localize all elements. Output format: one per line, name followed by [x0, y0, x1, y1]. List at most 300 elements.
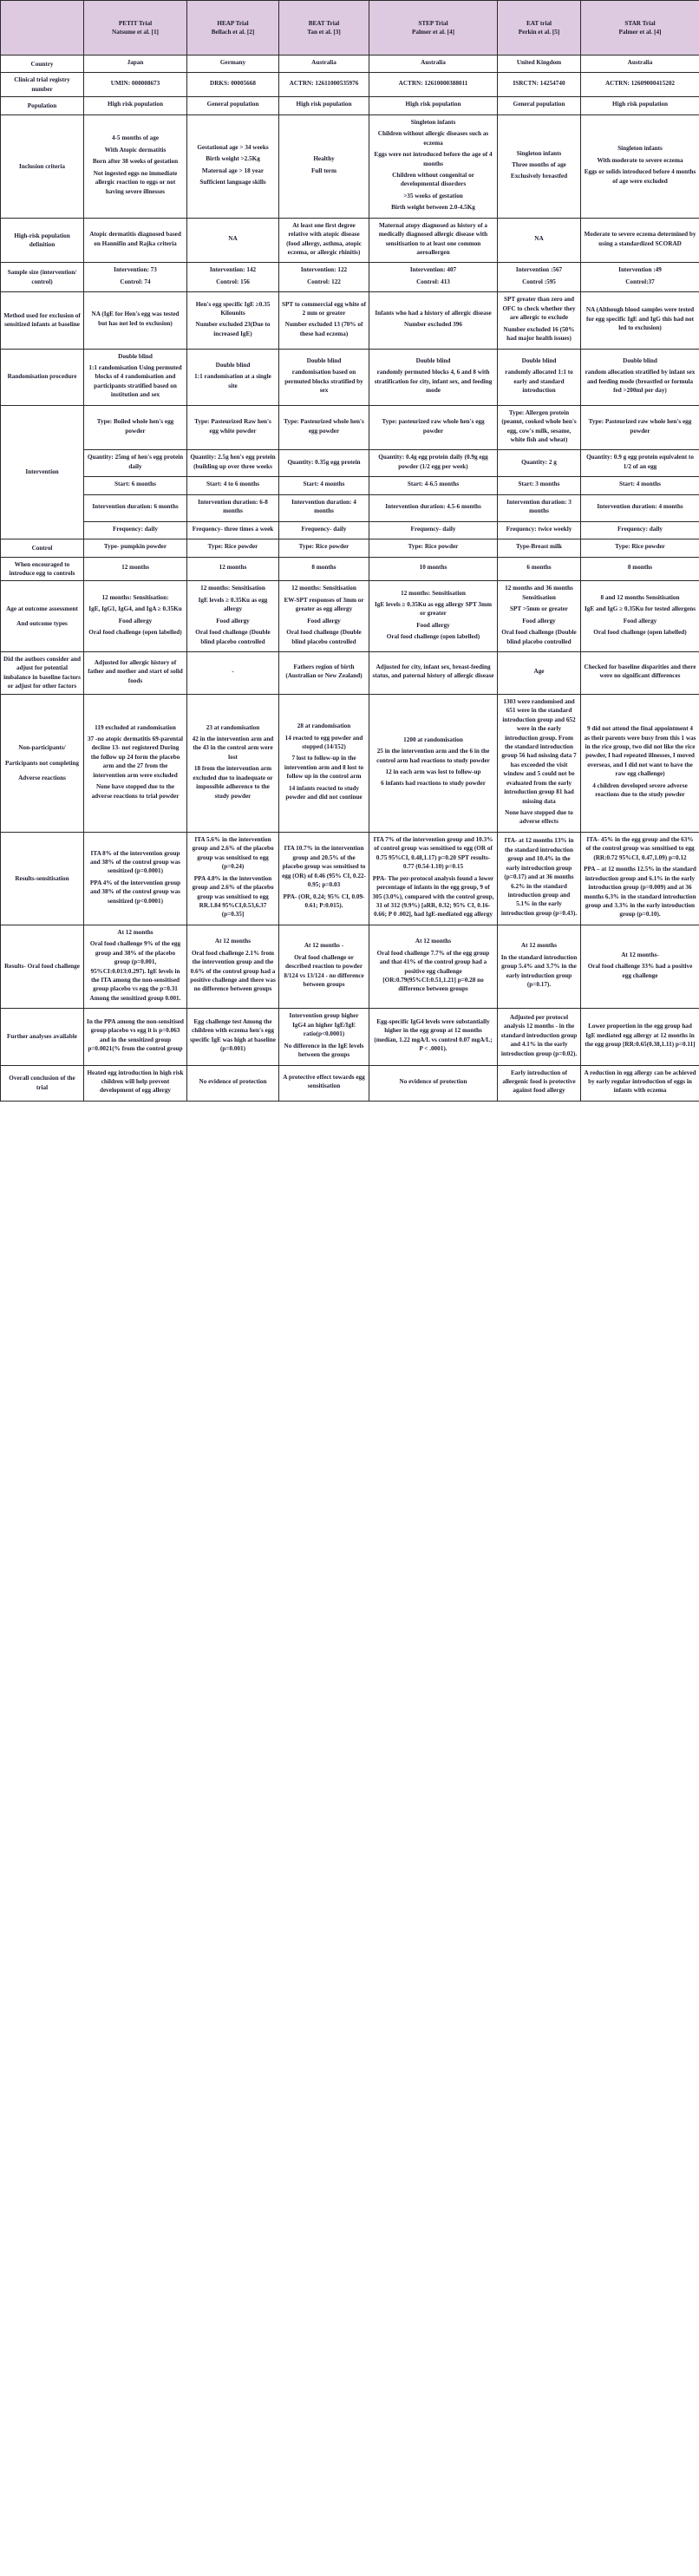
cell-paragraph: Type: Pasteurized Raw hen's egg white powder	[194, 418, 271, 435]
cell-paragraph: 8 months	[311, 564, 336, 572]
table-cell	[187, 581, 279, 652]
cell-paragraph: Control: 122	[307, 278, 341, 285]
cell-paragraph: At 12 months -	[304, 942, 344, 950]
row-label-line: Adverse reactions	[18, 775, 66, 782]
table-cell	[84, 405, 187, 450]
row-label	[1, 56, 84, 73]
cell-paragraph: Intervention duration: 4.5-6 months	[385, 502, 481, 510]
cell-paragraph: 4 children developed severe adverse reactions due to the study powder	[592, 781, 688, 799]
cell-paragraph: Intervention duration: 6 months	[92, 502, 179, 510]
column-header-trial-name: BEAT Trial	[308, 19, 340, 27]
cell-paragraph: Start: 4-6.5 months	[407, 481, 460, 488]
cell-paragraph: Quantity: 0.9 g egg protein equivalent to 1/2 of an egg	[586, 454, 694, 470]
table-cell	[498, 694, 581, 832]
table-cell	[279, 925, 369, 1009]
cell-paragraph: Food allergy	[118, 617, 153, 624]
table-cell	[187, 539, 279, 557]
column-header-citation: Palmer et al. [4]	[618, 29, 662, 36]
table-row	[1, 557, 699, 581]
cell-paragraph: Quantity: 2.5g hen's egg protein (building up over three weeks	[190, 454, 276, 470]
column-header-citation: Natsume et al. [1]	[112, 29, 159, 36]
table-cell	[498, 557, 581, 581]
cell-paragraph: Double blind	[521, 356, 557, 364]
table-cell	[498, 263, 581, 292]
cell-paragraph: 28 at randomisation	[297, 722, 351, 730]
table-cell	[581, 56, 699, 73]
column-header-trial-name: STEP Trial	[418, 19, 448, 27]
table-cell	[581, 557, 699, 581]
table-cell	[279, 263, 369, 292]
row-label	[1, 925, 84, 1009]
cell-paragraph: 1200 at randomisation	[403, 736, 463, 743]
table-cell	[187, 832, 279, 925]
cell-paragraph: 9 did not attend the final appointment 4 as their parents were busy from this 1 was in the rice group, two did not like the rice powder, I had repeated illnesses, I moved overseas, and I did not want to have the raw egg challenge)	[584, 725, 696, 778]
cell-paragraph: Australia	[627, 59, 653, 66]
table-cell	[187, 694, 279, 832]
table-cell	[581, 581, 699, 652]
table-cell	[187, 97, 279, 114]
cell-paragraph: UMIN: 000008673	[110, 80, 160, 88]
table-row	[1, 1009, 699, 1065]
table-cell	[369, 477, 498, 494]
table-cell	[279, 405, 369, 450]
cell-paragraph: A reduction in egg allergy can be achieved by early regular introduction of eggs in infants with eczema	[584, 1069, 696, 1095]
table-cell	[84, 652, 187, 695]
table-cell	[369, 557, 498, 581]
table-cell	[187, 925, 279, 1009]
table-cell	[187, 349, 279, 405]
table-cell	[581, 97, 699, 114]
row-label	[1, 1065, 84, 1101]
table-cell	[369, 218, 498, 263]
cell-paragraph: Australia	[311, 59, 336, 66]
cell-paragraph: Intervention duration: 6-8 months	[198, 498, 268, 515]
table-row	[1, 925, 699, 1009]
cell-paragraph: NA (Although blood samples were tested for egg specific IgE and IgG this had not led to exclusion)	[585, 306, 695, 332]
table-row	[1, 1065, 699, 1101]
table-row	[1, 56, 699, 73]
cell-paragraph: In the PPA among the non-sensitised group placebo vs egg it is p=0.063 and in the sensitized group p=0.0021(% from the control group	[87, 1018, 184, 1053]
cell-paragraph: Birth weight between 2.0-4.5Kg	[391, 204, 475, 212]
row-label-line: Participants not completing	[4, 759, 80, 767]
cell-paragraph: Singleton infants	[516, 149, 562, 157]
row-label	[1, 218, 84, 263]
row-label	[1, 97, 84, 114]
column-header-1	[84, 1, 187, 56]
cell-paragraph: Type: Rice powder	[298, 543, 350, 551]
cell-paragraph: Moderate to severe eczema determined by using a standardized SCORAD	[584, 231, 696, 247]
row-label-line: Clinical trial registry number	[14, 76, 70, 93]
cell-paragraph: ITA- 45% in the egg group and the 63% of the control group was sensitised to egg (RR:0.72 95%CI, 0.47,1.09) p=0.12	[585, 835, 695, 861]
table-row	[1, 97, 699, 114]
cell-paragraph: ITA 5.6% in the intervention group and 2.6% of the placebo group was sensitised to egg (p=0.24)	[192, 835, 274, 871]
row-label	[1, 581, 84, 652]
table-cell	[187, 521, 279, 539]
table-cell	[279, 581, 369, 652]
table-cell	[84, 1009, 187, 1065]
cell-paragraph: NA (IgE for Hen's egg was tested but has not led to exclusion)	[91, 311, 180, 327]
table-row	[1, 73, 699, 97]
cell-paragraph: Intervention group higher IgG4 an higher IgE/IgE ratio(p<0.0001)	[289, 1012, 359, 1038]
cell-paragraph: NA	[228, 235, 238, 243]
table-row	[1, 539, 699, 557]
table-cell	[279, 450, 369, 477]
cell-paragraph: High risk population	[612, 101, 668, 108]
table-row	[1, 652, 699, 695]
row-label	[1, 557, 84, 581]
row-label	[1, 73, 84, 97]
row-label-line: Country	[30, 60, 54, 68]
cell-paragraph: Number excluded 13 (70% of these had eczema)	[284, 321, 363, 337]
table-cell	[581, 832, 699, 925]
cell-paragraph: No evidence of protection	[399, 1077, 467, 1085]
table-cell	[187, 1009, 279, 1065]
table-row	[1, 349, 699, 405]
table-cell	[84, 494, 187, 521]
table-cell	[84, 56, 187, 73]
cell-paragraph: SPT greater than zero and OFC to check whether they are allergic to exclude	[502, 296, 576, 322]
row-label-line: Further analyses available	[7, 1033, 77, 1041]
cell-paragraph: SPT to commercial egg white of 2 mm or greater	[282, 300, 366, 317]
cell-paragraph: 18 from the intervention arm excluded due to inadequate or impossible adherence to the study powder	[193, 765, 273, 800]
row-label-line: Non-participants/	[18, 744, 66, 752]
cell-paragraph: Checked for baseline disparities and there were no significant differences	[584, 663, 696, 680]
cell-paragraph: Double blind	[306, 356, 342, 364]
cell-paragraph: None have stopped due to adverse effects	[505, 809, 573, 826]
table-row	[1, 477, 699, 494]
row-label-line: Method used for exclusion of sensitized infants at baseline	[3, 311, 81, 329]
cell-paragraph: Oral food challenge 7.7% of the egg group and that 41% of the control group had a positive egg challenge [OR:0.79(95%CI:0.51,1.21] p=0.28 no difference between groups	[376, 949, 490, 993]
cell-paragraph: PPA – at 12 months 12.5% in the standard introduction group and 6.1% in the early introduction group (p=0.009) and at 36 months 6.3% in the standard introduction group and 3.3% in the early introduction group (p=0.10).	[584, 866, 696, 919]
table-header	[1, 1, 699, 56]
column-header-5	[498, 1, 581, 56]
cell-paragraph: Oral food challenge or described reaction to powder 8/124 vs 13/124 - no difference between groups	[284, 953, 364, 989]
cell-paragraph: Frequency- daily	[410, 525, 456, 533]
cell-paragraph: 7 lost to follow-up in the intervention arm and 8 lost to follow up in the control arm	[284, 755, 364, 781]
cell-paragraph: High risk population	[296, 101, 352, 108]
cell-paragraph: ITA 7% of the intervention group and 10.3% of control group was sensitised to egg (OR of 0.75 95%CI, 0.48,1.17) p=0.20 SPT results- 0.77 (0.54-1.10) p=0.15	[373, 835, 493, 871]
table-cell	[279, 97, 369, 114]
cell-paragraph: 6 infants had reactions to study powder	[381, 780, 486, 788]
cell-paragraph: Maternal atopy diagnosed as history of a medically diagnosed allergic disease with sensitisation to at least one common aeroallergen	[378, 221, 488, 256]
cell-paragraph: Type: Pasteurized whole hen's egg powder	[284, 418, 364, 435]
cell-paragraph: Control :595	[522, 278, 556, 285]
cell-paragraph: IgE and IgG ≥ 0.35Ku for tested allergens	[585, 605, 696, 613]
row-label-line: Age at outcome assessment	[6, 605, 78, 612]
cell-paragraph: 12 months: Sensitisation	[200, 585, 265, 592]
cell-paragraph: Eggs were not introduced before the age of 4 months	[374, 151, 493, 167]
column-header-2	[187, 1, 279, 56]
cell-paragraph: 12 in each arm was lost to follow-up	[385, 768, 481, 776]
table-cell	[498, 114, 581, 218]
table-cell	[84, 581, 187, 652]
table-body	[1, 56, 699, 1102]
cell-paragraph: At least one first degree relative with atopic disease (food allergy, asthma, atopic eczema, or allergic rhinitis)	[286, 221, 362, 256]
cell-paragraph: Intervention duration: 4 months	[597, 502, 683, 510]
table-cell	[581, 405, 699, 450]
row-label	[1, 539, 84, 557]
table-cell	[187, 1065, 279, 1101]
table-cell	[581, 925, 699, 1009]
cell-paragraph: 25 in the intervention arm and the 6 in the control arm had reactions to study powder	[376, 748, 490, 764]
cell-paragraph: IgE levels ≥ 0.35Ku as egg allergy	[198, 596, 268, 613]
table-cell	[498, 581, 581, 652]
table-cell	[84, 832, 187, 925]
cell-paragraph: Double blind	[215, 361, 251, 369]
table-cell	[187, 56, 279, 73]
table-cell	[84, 925, 187, 1009]
table-cell	[581, 114, 699, 218]
cell-paragraph: High risk population	[405, 101, 461, 108]
cell-paragraph: ACTRN: 12610000388011	[398, 80, 468, 88]
cell-paragraph: randomly allocated 1:1 to early and standard introduction	[505, 369, 573, 395]
column-header-4	[369, 1, 498, 56]
cell-paragraph: Egg challenge test Among the children with eczema hen's egg specific IgE was high at baseline (p=0.001)	[190, 1018, 276, 1053]
cell-paragraph: 1:1 randomisation at a single site	[194, 373, 271, 389]
row-label-line: Control	[31, 544, 53, 552]
table-cell	[187, 494, 279, 521]
table-cell	[369, 1009, 498, 1065]
cell-paragraph: SPT >5mm or greater	[510, 605, 568, 613]
table-cell	[279, 557, 369, 581]
table-cell	[187, 114, 279, 218]
row-label-line: High-risk population definition	[14, 232, 70, 249]
table-cell	[279, 539, 369, 557]
table-cell	[581, 292, 699, 349]
cell-paragraph: Oral food challenge (Double blind placebo controlled	[501, 629, 577, 645]
table-cell	[369, 694, 498, 832]
cell-paragraph: Control:37	[625, 278, 655, 285]
row-label-line: Inclusion criteria	[19, 162, 65, 170]
cell-paragraph: Intervention: 142	[209, 266, 257, 274]
row-label-line: Randomisation procedure	[7, 373, 77, 381]
column-header-trial-name: PETIT Trial	[118, 19, 153, 27]
table-cell	[279, 652, 369, 695]
cell-paragraph: 6 months	[526, 564, 552, 572]
table-cell	[84, 557, 187, 581]
cell-paragraph: ACTRN: 12609000415202	[604, 80, 676, 88]
table-row	[1, 218, 699, 263]
table-cell	[187, 263, 279, 292]
cell-paragraph: Intervention: 407	[409, 266, 457, 274]
cell-paragraph: Frequency: twice weekly	[506, 525, 572, 533]
header-row	[1, 1, 699, 56]
cell-paragraph: With Atopic dermatitis	[104, 146, 167, 154]
cell-paragraph: Start: 4 months	[303, 481, 345, 488]
cell-paragraph: 12 months	[219, 564, 247, 572]
cell-paragraph: Type: Rice powder	[207, 543, 258, 551]
table-cell	[84, 97, 187, 114]
table-cell	[187, 477, 279, 494]
cell-paragraph: Three months of age	[512, 161, 566, 168]
cell-paragraph: ISRCTN: 14254740	[513, 80, 565, 88]
cell-paragraph: Intervention: 73	[114, 266, 157, 274]
table-cell	[498, 97, 581, 114]
row-label	[1, 405, 84, 539]
cell-paragraph: >35 weeks of gestation	[403, 192, 463, 199]
cell-paragraph: Age	[533, 668, 545, 676]
cell-paragraph: 12 months: Sensitisation	[401, 589, 466, 597]
table-cell	[498, 450, 581, 477]
cell-paragraph: Oral food challenge (open labelled)	[386, 633, 480, 641]
table-cell	[279, 114, 369, 218]
cell-paragraph: Food allergy	[216, 617, 250, 624]
table-cell	[581, 652, 699, 695]
table-cell	[369, 450, 498, 477]
column-header-6	[581, 1, 699, 56]
cell-paragraph: ACTRN: 12611000535976	[289, 80, 359, 88]
cell-paragraph: Type: pasteurized raw whole hen's egg powder	[382, 418, 485, 435]
table-row	[1, 292, 699, 349]
table-cell	[581, 521, 699, 539]
cell-paragraph: Start: 4 months	[619, 481, 661, 488]
cell-paragraph: Oral food challenge 33% had a positive egg challenge	[587, 963, 693, 979]
cell-paragraph: Frequency: daily	[617, 525, 663, 533]
row-label-line: Overall conclusion of the trial	[9, 1075, 75, 1091]
table-cell	[498, 832, 581, 925]
cell-paragraph: At 12 months	[415, 938, 452, 945]
row-label	[1, 694, 84, 832]
column-header-trial-name: HEAP Trial	[217, 19, 249, 27]
table-cell	[84, 539, 187, 557]
table-cell	[84, 477, 187, 494]
row-label	[1, 652, 84, 695]
table-cell	[279, 477, 369, 494]
cell-paragraph: Food allergy	[307, 617, 341, 624]
table-row	[1, 521, 699, 539]
row-label	[1, 292, 84, 349]
table-cell	[279, 521, 369, 539]
cell-paragraph: 12 months: Sensitisation	[291, 585, 356, 592]
cell-paragraph: Hen's egg specific IgE ≥0.35 Kilounits	[195, 300, 271, 317]
row-label	[1, 349, 84, 405]
cell-paragraph: Double blind	[118, 352, 153, 360]
table-cell	[279, 56, 369, 73]
cell-paragraph: At 12 months-	[621, 951, 659, 958]
cell-paragraph: Intervention: 122	[300, 266, 348, 274]
cell-paragraph: PPA 4.8% in the intervention group and 2.6% of the placebo group was sensitised to egg RR.1.84 95%CI,0.53,6.37 (p=0.35]	[192, 874, 274, 919]
table-cell	[581, 263, 699, 292]
table-cell	[369, 405, 498, 450]
cell-paragraph: Start: 3 months	[518, 481, 560, 488]
cell-paragraph: NA	[534, 235, 544, 243]
table-cell	[279, 292, 369, 349]
table-cell	[498, 405, 581, 450]
table-cell	[498, 218, 581, 263]
cell-paragraph: Adjusted for city, infant sex, breast-feeding status, and paternal history of allergic disease	[372, 663, 494, 680]
row-label-line: Intervention	[25, 468, 59, 476]
table-cell	[498, 521, 581, 539]
table-cell	[84, 114, 187, 218]
table-cell	[581, 73, 699, 97]
table-cell	[581, 477, 699, 494]
cell-paragraph: ITA 8% of the intervention group and 38% of the control group was sensitized (p=0.0001)	[90, 849, 180, 875]
cell-paragraph: Number excluded 23(Due to increased IgE)	[195, 321, 271, 337]
row-label-line: Population	[27, 101, 57, 109]
cell-paragraph: Double blind	[415, 356, 451, 364]
cell-paragraph: Oral food challenge (Double blind placebo controlled	[286, 629, 362, 645]
table-cell	[279, 349, 369, 405]
cell-paragraph: IgE levels ≥ 0.35Ku as egg allergy SPT 3mm or greater	[375, 601, 492, 618]
cell-paragraph: 23 at randomisation	[206, 723, 260, 731]
table-cell	[84, 349, 187, 405]
row-label-line: Results- Oral food challenge	[4, 963, 80, 971]
cell-paragraph: Control: 156	[216, 278, 250, 285]
table-cell	[279, 694, 369, 832]
cell-paragraph: Control: 74	[120, 278, 151, 285]
table-cell	[187, 218, 279, 263]
row-label	[1, 1009, 84, 1065]
table-cell	[279, 218, 369, 263]
cell-paragraph: Type-Breast milk	[515, 543, 563, 551]
cell-paragraph: 42 in the intervention arm and the 43 in the control arm were lost	[192, 736, 274, 761]
cell-paragraph: Born after 38 weeks of gestation	[92, 158, 179, 166]
cell-paragraph: 4-5 months of age	[111, 134, 160, 142]
cell-paragraph: Full term	[311, 167, 336, 174]
cell-paragraph: PPA- (OR, 0.24; 95% CI, 0.09-0.61; P:0.015).	[283, 892, 365, 909]
table-cell	[279, 1009, 369, 1065]
cell-paragraph: Japan	[127, 59, 144, 66]
cell-paragraph: Exclusively breastfed	[510, 173, 568, 180]
table-cell	[187, 73, 279, 97]
cell-paragraph: Australia	[421, 59, 446, 66]
row-label-line: And outcome types	[16, 620, 68, 628]
table-cell	[369, 1065, 498, 1101]
cell-paragraph: Start: 4 to 6 months	[206, 481, 260, 488]
cell-paragraph: Healthy	[313, 155, 335, 163]
cell-paragraph: Double blind	[623, 356, 657, 364]
cell-paragraph: Maternal age > 18 year	[201, 167, 265, 174]
table-row	[1, 494, 699, 521]
table-cell	[581, 450, 699, 477]
cell-paragraph: 1303 were randomised and 651 were in the standard introduction group and 652 were in the early introduction group. From the standard introduction group 56 had missing data 7 has exceeded the visit window and 5 could not be evaluated from the early introduction group 81 had missing data	[501, 697, 577, 805]
table-cell	[498, 292, 581, 349]
table-cell	[581, 1065, 699, 1101]
cell-paragraph: Type: Allergen protein (peanut, cooked whole hen's egg, cow's milk, sesame, white fish and wheat)	[501, 409, 577, 443]
cell-paragraph: Sufficient language skills	[199, 179, 266, 186]
cell-paragraph: 12 months	[121, 564, 149, 572]
table-cell	[84, 292, 187, 349]
cell-paragraph: Fathers region of birth (Australian or New Zealand)	[285, 663, 363, 680]
row-label	[1, 263, 84, 292]
cell-paragraph: Start: 6 months	[114, 481, 156, 488]
table-row	[1, 405, 699, 450]
cell-paragraph: Oral food challenge (Double blind placebo controlled	[195, 629, 271, 645]
table-cell	[369, 114, 498, 218]
table-cell	[498, 539, 581, 557]
cell-paragraph: Intervention duration: 3 months	[506, 498, 572, 515]
cell-paragraph: Oral food challenge (open labelled)	[88, 629, 182, 637]
cell-paragraph: 10 months	[419, 564, 447, 572]
table-cell	[369, 494, 498, 521]
cell-paragraph: Children without congenital or developmental disorders	[392, 171, 474, 188]
cell-paragraph: Number excluded 16 (50% had major health issues)	[503, 325, 575, 343]
table-cell	[581, 349, 699, 405]
table-cell	[84, 73, 187, 97]
table-row	[1, 114, 699, 218]
table-cell	[369, 832, 498, 925]
cell-paragraph: Adjusted for allergic history of father and mother and start of solid foods	[88, 658, 183, 684]
cell-paragraph: PPA- The per-protocol analysis found a lower percentage of infants in the egg group, 9 of 305 (3.0%), compared with the control group, 31 of 312 (9.9%) [aRR, 0.32; 95% CI, 0.16-0.66; P 0 .002], had IgE-mediated egg allergy	[372, 874, 494, 919]
table-cell	[581, 539, 699, 557]
table-cell	[498, 494, 581, 521]
cell-paragraph: Type: Pasteurized raw whole hen's egg powder	[588, 418, 692, 435]
table-cell	[581, 1009, 699, 1065]
cell-paragraph: Intervention duration: 4 months	[291, 498, 356, 515]
table-cell	[369, 521, 498, 539]
table-cell	[369, 97, 498, 114]
table-cell	[369, 73, 498, 97]
